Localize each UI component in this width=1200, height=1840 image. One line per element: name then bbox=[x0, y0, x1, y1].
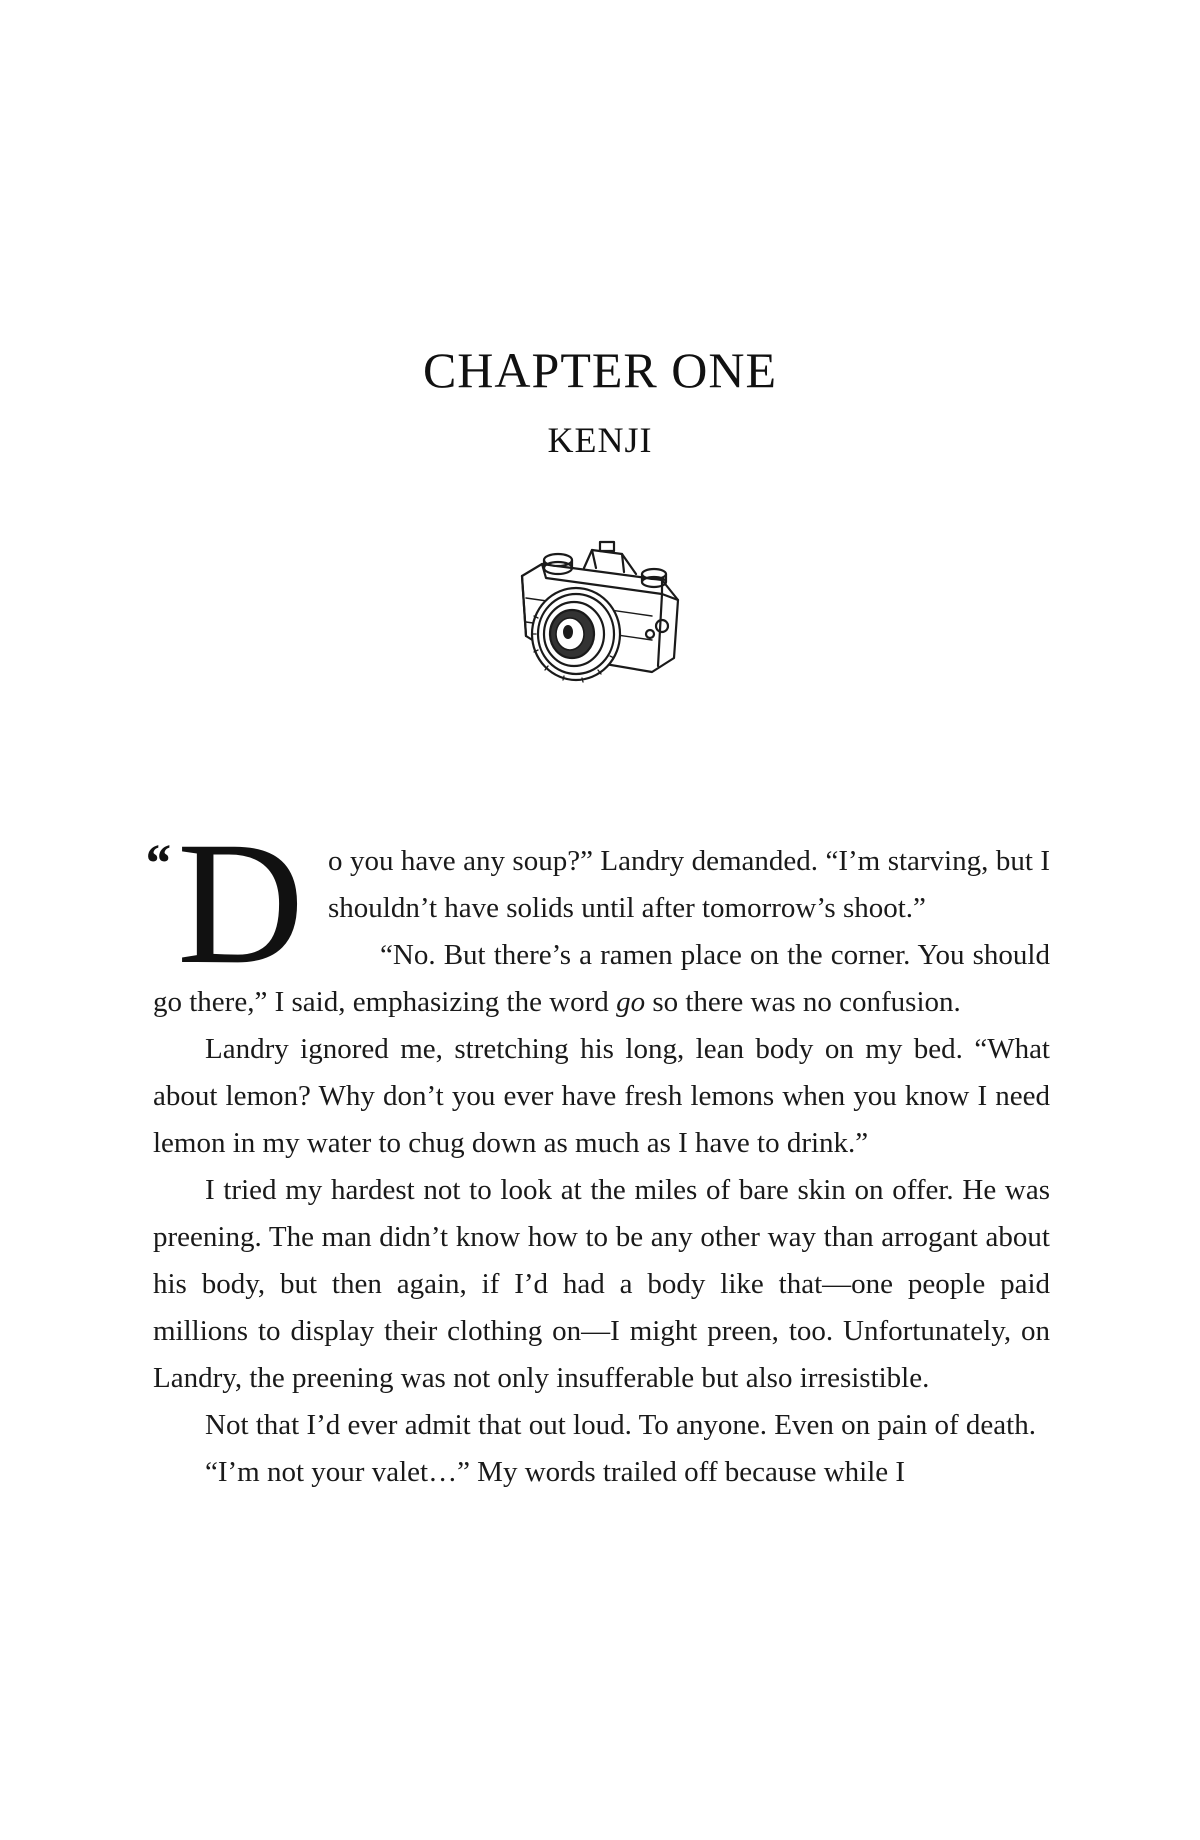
chapter-body bbox=[143, 806, 1050, 1496]
paragraph: Landry ignored me, stretching his long, lean body on my bed. “What about lemon? Why don’t you ever have fresh lemons when you know I need lemon in my water to chug down as much as I have to drink.” bbox=[153, 1033, 1050, 1159]
paragraph-text: “No. But there’s a ramen place on the corner. You should go there,” I said, emphasizing the word bbox=[153, 939, 1050, 1018]
camera-icon bbox=[512, 538, 688, 688]
chapter-pov-name: KENJI bbox=[547, 420, 653, 460]
paragraph: I tried my hardest not to look at the miles of bare skin on offer. He was preening. The man didn’t know how to be any other way than arrogant about his body, but then again, if I’d had a body like that—one people paid millions to display their clothing on—I might preen, too. Unfortunately, on Landry, the preening was not only insufferable but also irresistible. bbox=[153, 1174, 1050, 1394]
emphasized-word: go bbox=[616, 986, 646, 1018]
paragraph: Not that I’d ever admit that out loud. To anyone. Even on pain of death. bbox=[205, 1409, 1036, 1441]
paragraph: “I’m not your valet…” My words trailed off because while I bbox=[205, 1456, 906, 1488]
paragraph-text: so there was no confusion. bbox=[645, 986, 961, 1018]
drop-cap-letter: D bbox=[177, 806, 305, 1001]
chapter-title: CHAPTER ONE bbox=[422, 342, 778, 398]
drop-cap bbox=[143, 806, 328, 1001]
drop-cap-quote-mark: “ bbox=[143, 833, 170, 893]
opening-text: o you have any soup?” Landry demanded. “I’m starving, but I shouldn’t have solids until after tomorrow’s shoot.” bbox=[328, 845, 1050, 924]
